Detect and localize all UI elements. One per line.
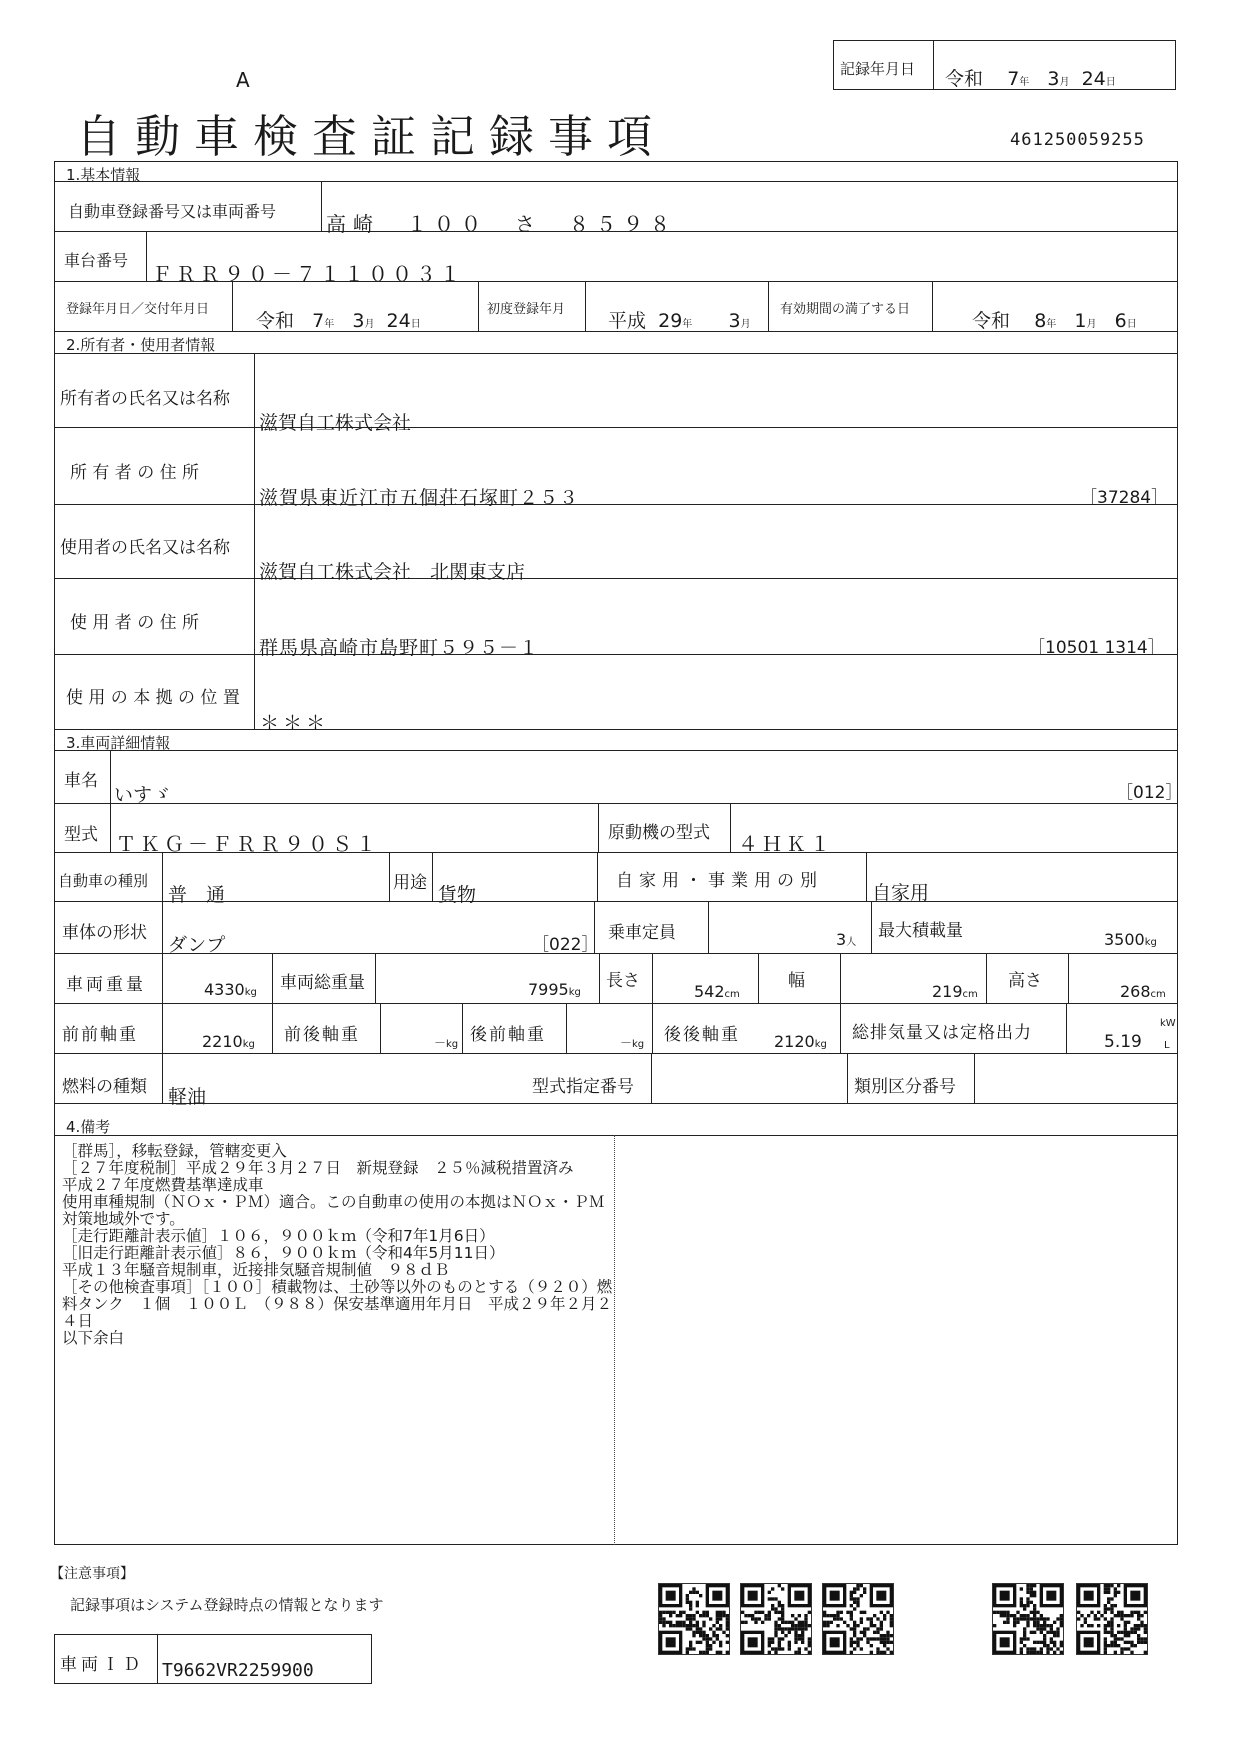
document-number: 461250059255 — [1010, 130, 1145, 150]
qr-icon — [993, 1584, 1063, 1654]
front-front-axle-value: 2210kg — [202, 1032, 255, 1051]
width-value: 219cm — [932, 982, 978, 1001]
qr-code-4 — [992, 1583, 1064, 1655]
section-basic-info: 1.基本情報 — [66, 166, 141, 184]
model-value: ＴＫＧ－ＦＲＲ９０Ｓ１ — [116, 832, 380, 856]
base-location-label: 使 用 の 本 拠 の 位 置 — [66, 688, 240, 708]
corner-letter: A — [236, 68, 250, 92]
qr-code-1 — [658, 1583, 730, 1655]
rear-rear-axle-label: 後後軸重 — [664, 1025, 740, 1045]
section-remarks: 4.備考 — [66, 1118, 111, 1136]
qr-code-2 — [740, 1583, 812, 1655]
engine-model-value: ４ＨＫ１ — [738, 832, 834, 856]
rear-front-axle-label: 後前軸重 — [470, 1025, 546, 1045]
displacement-unit-l: L — [1164, 1040, 1170, 1051]
length-value: 542cm — [694, 982, 740, 1001]
displacement-label: 総排気量又は定格出力 — [852, 1023, 1032, 1043]
expiry-date-value: 令和 8年 1月 6日 — [972, 310, 1137, 332]
private-business-value: 自家用 — [872, 882, 930, 904]
displacement-value: 5.19 — [1104, 1032, 1142, 1052]
notes-title: 【注意事項】 — [50, 1566, 134, 1582]
registration-number-value: 高崎 １００ さ ８５９８ — [326, 212, 677, 236]
vehicle-name-label: 車名 — [64, 771, 98, 791]
chassis-number-label: 車台番号 — [64, 251, 129, 270]
passenger-capacity-value: 3人 — [836, 930, 857, 949]
type-designation-label: 型式指定番号 — [532, 1077, 634, 1097]
vehicle-id-label: 車両ＩＤ — [60, 1655, 144, 1675]
issue-date-value: 令和 7年 3月 24日 — [256, 310, 421, 332]
gross-weight-value: 7995kg — [528, 980, 581, 999]
category-number-label: 類別区分番号 — [854, 1077, 956, 1097]
user-name-value: 滋賀自工株式会社 北関東支店 — [259, 561, 526, 583]
front-rear-axle-value: －kg — [434, 1036, 459, 1050]
page-title: 自動車検査証記録事項 — [76, 110, 667, 163]
rear-front-axle-value: －kg — [620, 1036, 645, 1050]
passenger-capacity-label: 乗車定員 — [608, 923, 676, 943]
body-shape-label: 車体の形状 — [62, 923, 147, 943]
user-address-value: 群馬県高崎市島野町５９５－１ — [259, 637, 540, 659]
rear-rear-axle-value: 2120kg — [774, 1032, 827, 1051]
displacement-unit-kw: kW — [1160, 1018, 1176, 1029]
vehicle-type-value: 普 通 — [168, 884, 226, 906]
vehicle-name-code: ［012］ — [1116, 783, 1183, 803]
max-load-label: 最大積載量 — [878, 921, 963, 941]
fuel-type-label: 燃料の種類 — [62, 1077, 147, 1097]
engine-model-label: 原動機の型式 — [608, 823, 710, 843]
vehicle-name-value: いすゞ — [114, 784, 172, 806]
remarks-text: ［群馬］，移転登録，管轄変更入 ［２７年度税制］平成２９年３月２７日 新規登録 ２５％減税措置済み 平成２７年度燃費基準達成車 使用車種規制（ＮＯｘ・ＰＭ）適合。この自動車の使用の本拠はＮＯｘ・ＰＭ対策地域外です。 ［走行距離計表示値］１０６，９００ｋｍ（令和7年1月6日） ［旧走行距離計表示値］８６，９００ｋｍ（令和4年5月11日） 平成１３年騒音規制車，近接排気騒音規制値 ９８ｄＢ ［その他検査事項］［１００］積載物は、土砂等以外のものとする（９２０）燃料タンク １個 １００Ｌ （９８８）保安基準適用年月日 平成２９年２月２４日 以下余白 — [62, 1142, 613, 1347]
qr-icon — [741, 1584, 811, 1654]
height-label: 高さ — [1008, 971, 1042, 991]
section-vehicle-details: 3.車両詳細情報 — [66, 734, 171, 752]
expiry-date-label: 有効期間の満了する日 — [780, 302, 911, 317]
user-address-label: 使 用 者 の 住 所 — [70, 613, 200, 633]
owner-name-label: 所有者の氏名又は名称 — [60, 389, 230, 409]
qr-icon — [823, 1584, 893, 1654]
front-rear-axle-label: 前後軸重 — [284, 1025, 360, 1045]
length-label: 長さ — [606, 971, 640, 991]
body-shape-code: ［022］ — [532, 935, 599, 955]
purpose-label: 用途 — [393, 873, 427, 893]
base-location-value: ＊＊＊ — [260, 712, 330, 734]
qr-icon — [659, 1584, 729, 1654]
owner-name-value: 滋賀自工株式会社 — [259, 412, 412, 434]
owner-address-label: 所 有 者 の 住 所 — [70, 463, 200, 483]
purpose-value: 貨物 — [438, 884, 477, 906]
private-business-label: 自家用・事業用の別 — [616, 871, 823, 891]
chassis-number-value: ＦＲＲ９０－７１１００３１ — [152, 262, 464, 286]
owner-address-code: ［37284］ — [1080, 488, 1169, 508]
max-load-value: 3500kg — [1104, 930, 1157, 949]
front-front-axle-label: 前前軸重 — [62, 1025, 138, 1045]
fuel-type-value: 軽油 — [168, 1086, 207, 1108]
body-shape-value: ダンプ — [168, 934, 226, 956]
vehicle-type-label: 自動車の種別 — [58, 872, 149, 890]
first-registration-label: 初度登録年月 — [487, 302, 566, 317]
height-value: 268cm — [1120, 982, 1166, 1001]
gross-weight-label: 車両総重量 — [280, 973, 365, 993]
vehicle-id-value: T9662VR2259900 — [162, 1660, 314, 1681]
model-label: 型式 — [64, 825, 98, 845]
section-owner-info: 2.所有者・使用者情報 — [66, 336, 216, 354]
vehicle-weight-value: 4330kg — [204, 980, 257, 999]
record-date-value: 令和 7年 3月 24日 — [945, 68, 1116, 90]
qr-icon — [1077, 1584, 1147, 1654]
qr-code-3 — [822, 1583, 894, 1655]
user-name-label: 使用者の氏名又は名称 — [60, 538, 230, 558]
width-label: 幅 — [788, 971, 805, 991]
record-date-label: 記録年月日 — [840, 60, 916, 78]
qr-code-5 — [1076, 1583, 1148, 1655]
owner-address-value: 滋賀県東近江市五個荘石塚町２５３ — [259, 487, 580, 509]
notes-text: 記録事項はシステム登録時点の情報となります — [70, 1596, 384, 1614]
issue-date-label: 登録年月日／交付年月日 — [66, 302, 210, 317]
first-registration-value: 平成 29年 3月 — [608, 310, 751, 332]
registration-number-label: 自動車登録番号又は車両番号 — [68, 202, 277, 221]
vehicle-weight-label: 車両重量 — [66, 975, 146, 995]
user-address-code: ［10501 1314］ — [1028, 638, 1165, 658]
